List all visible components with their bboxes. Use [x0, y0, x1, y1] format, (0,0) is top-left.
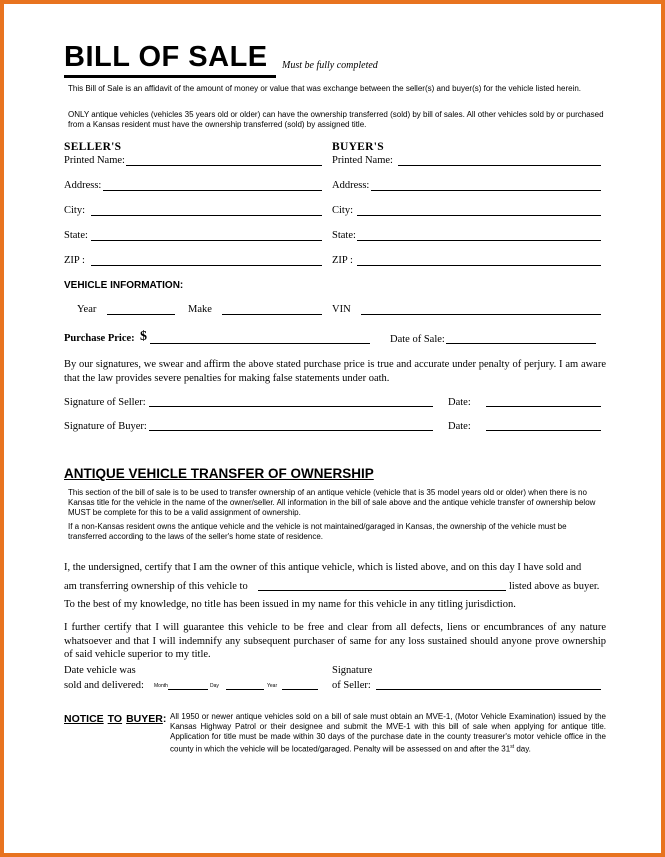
purchase-price-label: Purchase Price: [64, 333, 135, 344]
buyer-zip-field[interactable] [357, 265, 601, 266]
buyer-city-field[interactable] [357, 215, 601, 216]
seller-address-label: Address: [64, 180, 102, 191]
bill-of-sale-page [4, 4, 661, 853]
buyer-address-label: Address: [332, 180, 370, 191]
buyer-printed-name-label: Printed Name: [332, 155, 393, 166]
vehicle-year-label: Year [77, 304, 97, 315]
vehicle-make-label: Make [188, 304, 212, 315]
notice-body: All 1950 or newer antique vehicles sold on a bill of sale must obtain an MVE-1, (Motor Vehicle Examination) issued by the Kansas Highway Patrol or their designee and submit the MVE-1 with this bill of sale when applying for antique title. Application for title must be made within 30 days of the purchase date in the county treasurer's motor vehicle office in the county in which the vehicle will be located/garaged. Penalty will be assessed on and after the 31 [170, 712, 606, 754]
antique-seller-signature-field[interactable] [376, 689, 601, 690]
page-title: BILL OF SALE [64, 41, 268, 73]
year-field[interactable] [282, 689, 318, 690]
seller-printed-name-label: Printed Name: [64, 155, 125, 166]
guarantee-text: I further certify that I will guarantee this vehicle to be free and clear from all defects, liens or encumbrances of any nature whatsoever and that I will indemnify any subsequent purchaser of same for any loss sustained should anyone prove ownership of said vehicle superior to my title. [64, 622, 606, 660]
vehicle-vin-field[interactable] [361, 314, 601, 315]
antique-paragraph-2: If a non-Kansas resident owns the antique vehicle and the vehicle is not maintained/garaged in Kansas, the ownership of the vehicle must be transferred according to the laws of the seller's home state of residence. [68, 522, 567, 541]
title-underline [64, 75, 276, 78]
date-of-sale-field[interactable] [446, 343, 596, 344]
notice-to-buyer-label [64, 709, 166, 727]
buyer-header: BUYER'S [332, 141, 384, 153]
seller-signature-label-2: of Seller: [332, 680, 371, 691]
seller-printed-name-field[interactable] [126, 165, 322, 166]
buyer-state-field[interactable] [357, 240, 601, 241]
seller-state-label: State: [64, 230, 88, 241]
certify-line-1: I, the undersigned, certify that I am the owner of this antique vehicle, which is listed above, and on this day I have sold and [64, 562, 582, 573]
seller-header: SELLER'S [64, 141, 122, 153]
seller-signature-label-1: Signature [332, 665, 373, 676]
date-sold-label-1: Date vehicle was [64, 665, 136, 676]
antique-section-header: ANTIQUE VEHICLE TRANSFER OF OWNERSHIP [64, 466, 374, 481]
vehicle-info-header: VEHICLE INFORMATION: [64, 280, 184, 291]
day-label: Day [210, 683, 219, 689]
seller-city-field[interactable] [91, 215, 322, 216]
notice-end: day. [514, 744, 531, 754]
to-word: TO [107, 713, 123, 725]
buyer-printed-name-field[interactable] [398, 165, 601, 166]
date-sold-label-2: sold and delivered: [64, 680, 144, 691]
seller-state-field[interactable] [91, 240, 322, 241]
vehicle-year-field[interactable] [107, 314, 175, 315]
affirmation-text: By our signatures, we swear and affirm the above stated purchase price is true and accurate under penalty of perjury. I am aware that the law provides severe penalties for making false statements under oath. [64, 359, 606, 384]
vehicle-make-field[interactable] [222, 314, 322, 315]
buyer-zip-label: ZIP : [332, 255, 353, 266]
buyer-city-label: City: [332, 205, 354, 216]
subtitle: Must be fully completed [282, 60, 378, 71]
year-label: Year [267, 683, 278, 689]
transferee-field[interactable] [258, 590, 506, 591]
month-label: Month [154, 683, 168, 689]
buyer-state-label: State: [332, 230, 356, 241]
seller-address-field[interactable] [103, 190, 322, 191]
buyer-signature-label: Signature of Buyer: [64, 421, 147, 432]
antique-paragraph-1: This section of the bill of sale is to be used to transfer ownership of an antique vehicle (vehicle that is 35 model years old or older) when there is no Kansas title for the vehicle in the name of the owner/seller. All information in the bill of sale above and the antique vehicle transfer of ownership below MUST be complete for this to be a valid assignment of ownership. [68, 488, 596, 517]
vehicle-vin-label: VIN [332, 304, 351, 315]
certify-line-3: To the best of my knowledge, no title has been issued in my name for this vehicle in any titling jurisdiction. [64, 599, 516, 610]
buyer-signature-field[interactable] [149, 430, 433, 431]
notice-word: NOTICE [64, 713, 104, 725]
seller-city-label: City: [64, 205, 86, 216]
seller-signature-label: Signature of Seller: [64, 397, 146, 408]
intro-paragraph-1: This Bill of Sale is an affidavit of the amount of money or value that was exchange between the seller(s) and buyer(s) for the vehicle listed herein. [68, 84, 582, 93]
seller-zip-field[interactable] [91, 265, 322, 266]
purchase-price-field[interactable] [150, 343, 370, 344]
buyer-word: BUYER [126, 713, 163, 725]
notice-colon: : [162, 713, 167, 725]
buyer-signature-date-label: Date: [448, 421, 471, 432]
notice-superscript: st [510, 744, 515, 750]
seller-signature-field[interactable] [149, 406, 433, 407]
buyer-address-field[interactable] [371, 190, 601, 191]
intro-paragraph-2: ONLY antique vehicles (vehicles 35 years old or older) can have the ownership transferred (sold) by bill of sales. All other vehicles sold by or purchased from a Kansas resident must have the ownership transferred (sold) by assigned title. [68, 110, 604, 129]
seller-signature-date-label: Date: [448, 397, 471, 408]
seller-signature-date-field[interactable] [486, 406, 601, 407]
dollar-sign: $ [140, 329, 147, 344]
certify-line-2: am transferring ownership of this vehicle to [64, 581, 248, 592]
notice-text [170, 712, 606, 755]
seller-zip-label: ZIP : [64, 255, 85, 266]
day-field[interactable] [226, 689, 264, 690]
buyer-signature-date-field[interactable] [486, 430, 601, 431]
month-field[interactable] [168, 689, 208, 690]
date-of-sale-label: Date of Sale: [390, 334, 445, 345]
certify-line-2-end: listed above as buyer. [509, 581, 600, 592]
